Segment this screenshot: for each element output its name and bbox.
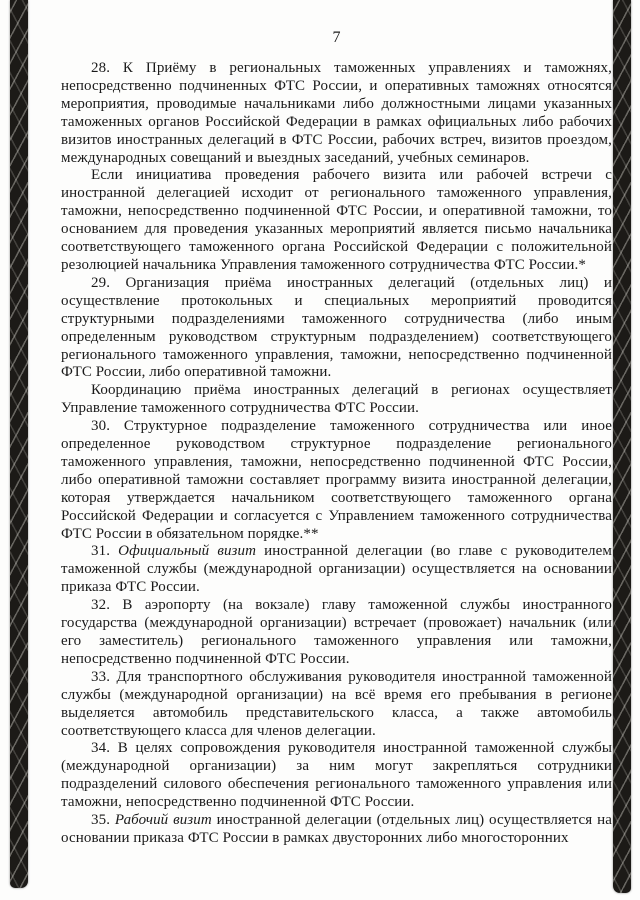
text-run: Если инициатива проведения рабочего визита или рабочей встречи с иностранной делегацией исходит от регионального таможенного управления, таможни, непосредственно подчиненной ФТС России, и оперативной таможни, то основанием для проведения указанных мероприятий является письмо начальника соответствующего таможенного органа Российской Федерации с положительной резолюцией начальника Управления таможенного сотрудничества ФТС России.*	[61, 167, 612, 273]
page-number: 7	[332, 29, 341, 46]
paragraph-8	[61, 669, 612, 741]
text-run: 30. Структурное подразделение таможенного сотрудничества или иное определенное руководством структурное подразделение регионального таможенного управления, таможни, непосредственно подчиненной ФТС России, либо оперативной таможни составляет программу визита иностранной делегации, которая утверждается начальником соответствующего таможенного органа Российской Федерации и согласуется с Управлением таможенного сотрудничества ФТС России в обязательном порядке.**	[61, 418, 612, 542]
paragraph-1	[61, 60, 612, 167]
text-run: иностранной делегации (отдельных лиц) осуществляется на основании приказа ФТС России в рамках двусторонних либо многосторонних	[61, 812, 613, 846]
paragraph-3	[61, 275, 612, 382]
text-run: 29. Организация приёма иностранных делегаций (отдельных лиц) и осуществление протокольных и специальных мероприятий проводится структурными подразделениями таможенного сотрудничества (либо иным определенным руководством структурным подразделением) соответствующего регионального таможенного управления, таможни, непосредственно подчиненной ФТС России, либо оперативной таможни.	[61, 274, 612, 381]
text-run: 32. В аэропорту (на вокзале) главу таможенной службы иностранного государства (международной организации) встречает (провожает) начальник (или его заместитель) регионального таможенного управления или таможни, непосредственно подчиненной ФТС России.	[61, 597, 612, 667]
paragraph-9	[61, 740, 612, 812]
text-run: 28. К Приёму в региональных таможенных управлениях и таможнях, непосредственно подчиненных ФТС России, и оперативных таможнях относятся мероприятия, проводимые начальниками либо должностными лицами указанных таможенных органов Российской Федерации в рамках официальных либо рабочих визитов иностранных делегаций в ФТС России, рабочих встреч, визитов проездом, международных совещаний и выездных заседаний, учебных семинаров.	[61, 60, 612, 166]
text-run: 35.	[91, 812, 115, 829]
paragraph-10	[61, 812, 612, 848]
paragraph-6	[61, 543, 612, 597]
text-run: 31.	[91, 543, 119, 560]
italic-run: Рабочий визит	[114, 812, 212, 829]
text-run: Координацию приёма иностранных делегаций в регионах осуществляет Управление таможенного сотрудничества ФТС России.	[61, 382, 612, 417]
text-run: 33. Для транспортного обслуживания руководителя иностранной таможенной службы (международной организации) на всё время его пребывания в регионе выделяется автомобиль представительского класса, а также автомобиль соответствующего класса для членов делегации.	[61, 668, 612, 739]
scan-binding-strip-left	[10, 0, 28, 888]
document-body-text	[61, 60, 612, 848]
paragraph-7	[61, 597, 612, 669]
text-run: иностранной делегации (во главе с руководителем таможенной службы (международной организации) осуществляется на основании приказа ФТС России.	[61, 543, 612, 596]
paragraph-2	[61, 167, 612, 274]
paragraph-4	[61, 382, 612, 418]
scan-binding-strip-right	[613, 0, 631, 893]
paragraph-5	[61, 418, 612, 543]
italic-run: Официальный визит	[118, 543, 257, 560]
text-run: 34. В целях сопровождения руководителя иностранной таможенной службы (международной организации) за ним могут закрепляться сотрудники подразделений силового обеспечения регионального таможенного управления или таможни, непосредственно подчиненной ФТС России.	[61, 740, 612, 811]
